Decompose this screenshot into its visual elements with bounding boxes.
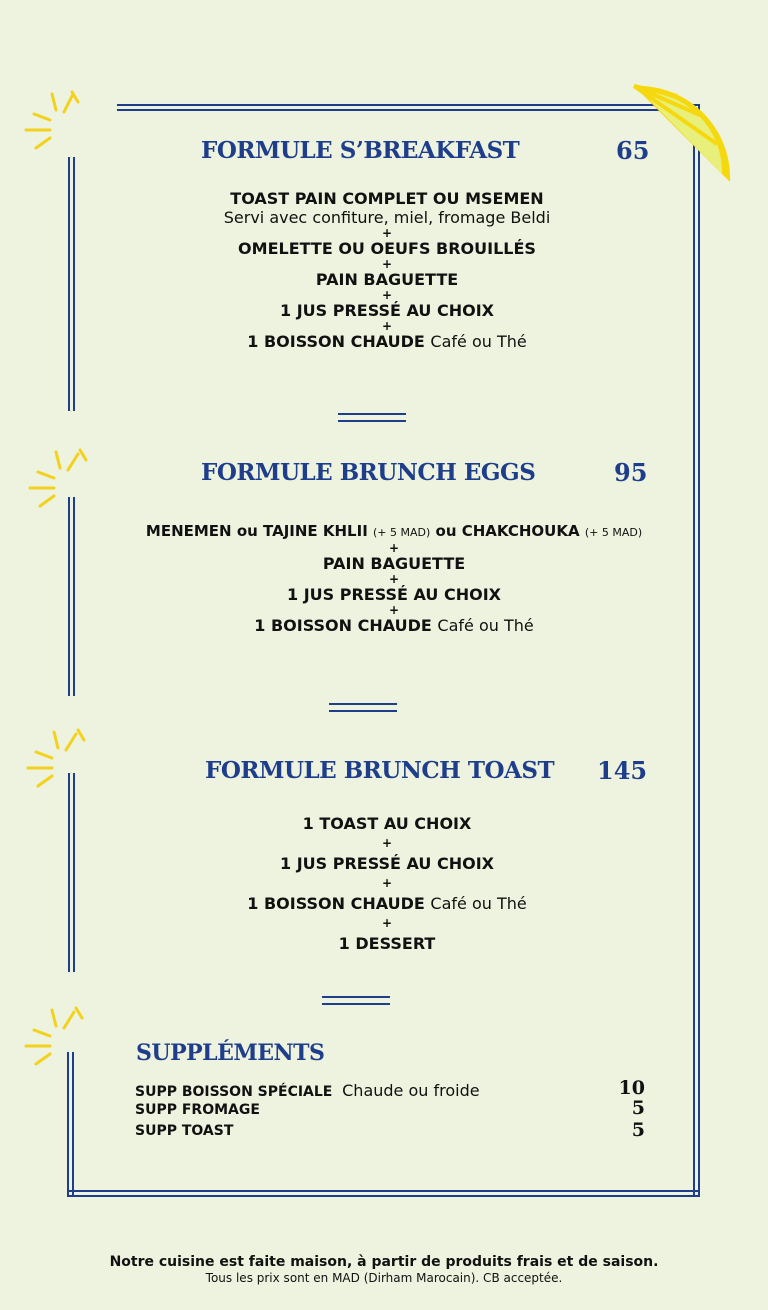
menu-line-light: Café ou Thé: [430, 332, 527, 351]
menu-line-bold: 1 BOISSON CHAUDE: [254, 616, 432, 635]
supplement-item-fromage: SUPP FROMAGE: [135, 1102, 260, 1118]
footer-line-1: Notre cuisine est faite maison, à partir de produits frais et de saison.: [109, 1254, 659, 1270]
section-items-breakfast: [60, 189, 714, 351]
supplement-label: SUPP BOISSON SPÉCIALE: [135, 1084, 333, 1100]
sparkle-icon: [16, 90, 86, 155]
frame-left-border-4: [67, 1052, 74, 1197]
section-price-breakfast: 65: [616, 136, 650, 165]
menu-line-bold: ou CHAKCHOUKA: [435, 522, 580, 540]
menu-line-bold: 1 BOISSON CHAUDE: [247, 332, 425, 351]
plus-separator: +: [381, 257, 393, 271]
menu-line: 1 TOAST AU CHOIX: [302, 814, 472, 833]
section-divider: [329, 703, 397, 712]
section-items-brunch-eggs: [90, 522, 698, 635]
supplements-title: SUPPLÉMENTS: [136, 1040, 325, 1066]
menu-line-note: (+ 5 MAD): [584, 526, 643, 539]
section-price-brunch-toast: 145: [597, 756, 648, 785]
menu-line-light: Café ou Thé: [437, 616, 534, 635]
supplement-price: 5: [631, 1119, 645, 1141]
menu-line: 1 JUS PRESSÉ AU CHOIX: [279, 301, 495, 320]
menu-line: [90, 522, 698, 542]
frame-bottom-border: [67, 1190, 700, 1197]
menu-line: [90, 616, 698, 635]
plus-separator: +: [381, 319, 393, 333]
menu-line-note: (+ 5 MAD): [373, 526, 431, 539]
menu-line-bold: MENEMEN ou TAJINE KHLII: [145, 522, 368, 540]
plus-separator: +: [388, 541, 400, 555]
plus-separator: +: [381, 226, 393, 240]
footer-line-2: Tous les prix sont en MAD (Dirham Marocain). CB acceptée.: [205, 1271, 563, 1285]
section-price-brunch-eggs: 95: [614, 458, 648, 487]
lemon-slice-icon: [612, 72, 736, 196]
menu-line-detail: Servi avec confiture, miel, fromage Beldi: [223, 208, 551, 227]
supplement-item-boisson: [135, 1081, 480, 1100]
frame-left-border-2: [68, 497, 75, 696]
supplement-item-toast: SUPP TOAST: [135, 1123, 234, 1139]
supplement-price: 10: [618, 1077, 645, 1099]
plus-separator: +: [381, 916, 393, 930]
section-title-brunch-toast: FORMULE BRUNCH TOAST: [205, 757, 555, 784]
supplement-detail: Chaude ou froide: [342, 1081, 480, 1100]
menu-line-bold: 1 BOISSON CHAUDE: [247, 894, 425, 913]
sparkle-icon: [16, 1006, 86, 1071]
menu-line: OMELETTE OU OEUFS BROUILLÉS: [238, 239, 536, 258]
supplement-price: 5: [631, 1097, 645, 1119]
plus-separator: +: [381, 288, 393, 302]
footer-note: [0, 1253, 768, 1286]
menu-line: [60, 894, 714, 913]
menu-line: [60, 332, 714, 351]
menu-line: 1 DESSERT: [338, 934, 436, 953]
section-items-brunch-toast: [60, 814, 714, 953]
section-title-breakfast: FORMULE S’BREAKFAST: [201, 137, 520, 164]
plus-separator: +: [381, 876, 393, 890]
menu-line: TOAST PAIN COMPLET OU MSEMEN: [230, 189, 544, 208]
menu-line-light: Café ou Thé: [430, 894, 527, 913]
menu-line: PAIN BAGUETTE: [322, 554, 466, 573]
plus-separator: +: [388, 603, 400, 617]
menu-line: 1 JUS PRESSÉ AU CHOIX: [279, 854, 495, 873]
menu-line: PAIN BAGUETTE: [315, 270, 459, 289]
sparkle-icon: [18, 728, 88, 793]
plus-separator: +: [381, 836, 393, 850]
plus-separator: +: [388, 572, 400, 586]
section-title-brunch-eggs: FORMULE BRUNCH EGGS: [201, 459, 536, 486]
menu-line: 1 JUS PRESSÉ AU CHOIX: [286, 585, 502, 604]
section-divider: [322, 996, 390, 1005]
section-divider: [338, 413, 406, 422]
sparkle-icon: [20, 448, 90, 513]
